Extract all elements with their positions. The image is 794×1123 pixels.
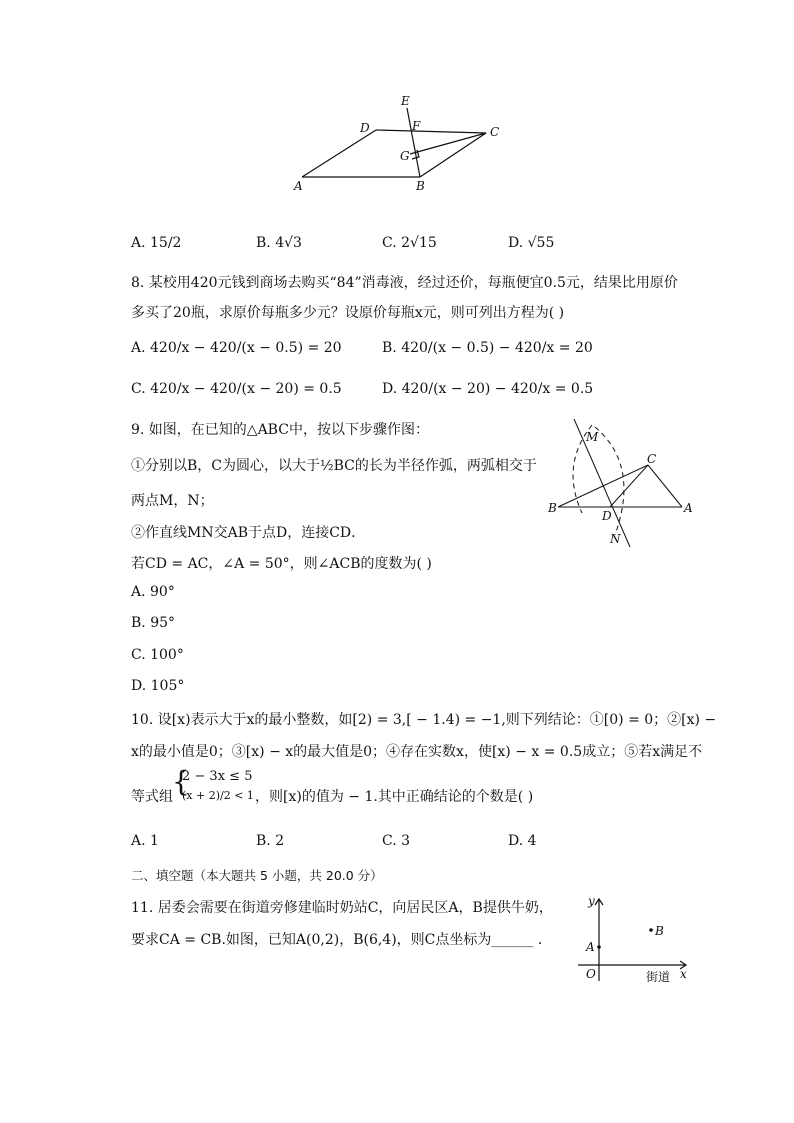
q8-option-a: A. 420/x − 420/(x − 0.5) = 20	[131, 340, 342, 356]
q11-label-b: B	[655, 924, 664, 938]
q9-label-d: D	[602, 509, 612, 523]
q10-system-bottom: (x + 2)/2 < 1	[182, 789, 254, 802]
q11-label-x: x	[680, 967, 687, 981]
q10-stem-line1: 10. 设[x)表示大于x的最小整数，如[2) = 3,[ − 1.4) = −1,则下列结论：①[0) = 0；②[x) −	[131, 712, 717, 728]
q7-label-a: A	[294, 179, 303, 193]
q7-option-c: C. 2√15	[382, 235, 437, 251]
q7-label-e: E	[401, 94, 410, 108]
q8-option-c: C. 420/x − 420/(x − 20) = 0.5	[131, 381, 342, 397]
q9-figure	[540, 415, 700, 550]
q9-stem-line3: 两点M，N；	[131, 493, 214, 509]
q9-option-d: D. 105°	[131, 678, 185, 694]
q8-option-b: B. 420/(x − 0.5) − 420/x = 20	[382, 340, 593, 356]
q10-stem-line3	[131, 786, 173, 806]
q9-stem-line5: 若CD = AC，∠A = 50°，则∠ACB的度数为( )	[131, 556, 432, 572]
q7-option-a: A. 15/2	[131, 235, 182, 251]
q8-stem-line2: 多买了20瓶，求原价每瓶多少元？设原价每瓶x元，则可列出方程为( )	[131, 305, 565, 321]
q7-option-d: D. √55	[508, 235, 555, 251]
q10-system-top: 2 − 3x ≤ 5	[182, 769, 253, 784]
q11-label-y: y	[588, 894, 595, 908]
q10-option-c: C. 3	[382, 833, 411, 849]
q8-option-d: D. 420/(x − 20) − 420/x = 0.5	[382, 381, 594, 397]
q9-option-b: B. 95°	[131, 615, 176, 631]
q7-figure	[290, 92, 510, 194]
q9-label-c: C	[647, 452, 657, 466]
q11-figure	[574, 893, 694, 985]
q9-label-a: A	[684, 501, 693, 515]
q11-stem-line2: 要求CA = CB.如图，已知A(0,2)，B(6,4)，则C点坐标为______ .	[131, 932, 543, 948]
q7-label-g: G	[400, 149, 410, 163]
q7-label-d: D	[360, 121, 370, 135]
q11-label-street: 街道	[646, 970, 671, 984]
q9-option-c: C. 100°	[131, 647, 184, 663]
q7-label-c: C	[490, 125, 500, 139]
q9-stem-line4: ②作直线MN交AB于点D，连接CD．	[131, 525, 366, 541]
q9-stem-line1: 9. 如图，在已知的△ABC中，按以下步骤作图：	[131, 422, 429, 438]
q11-label-a: A	[586, 940, 595, 954]
q11-stem-line1: 11. 居委会需要在街道旁修建临时奶站C，向居民区A，B提供牛奶，	[131, 900, 553, 916]
q9-stem-line2: ①分别以B，C为圆心，以大于½BC的长为半径作弧，两弧相交于	[131, 458, 537, 474]
q10-line3-pre: 等式组	[131, 789, 173, 805]
q10-option-b: B. 2	[256, 833, 285, 849]
q9-label-m: M	[586, 430, 599, 444]
q10-line3-post: ，则[x)的值为 − 1.其中正确结论的个数是( )	[255, 789, 534, 805]
q9-label-b: B	[548, 501, 557, 515]
q11-label-o: O	[586, 967, 596, 981]
q9-label-n: N	[610, 532, 621, 546]
q7-label-b: B	[416, 179, 425, 193]
q9-option-a: A. 90°	[131, 584, 175, 600]
q10-stem-line2: x的最小值是0；③[x) − x的最大值是0；④存在实数x，使[x) − x = 0.5成立；⑤若x满足不	[131, 744, 703, 760]
q7-option-b: B. 4√3	[256, 235, 302, 251]
q10-brace: {	[172, 765, 190, 798]
section-heading: 二、填空题（本大题共 5 小题，共 20.0 分）	[131, 868, 383, 883]
q10-option-d: D. 4	[508, 833, 537, 849]
q7-label-f: F	[412, 119, 421, 133]
q10-option-a: A. 1	[131, 833, 159, 849]
q8-stem-line1: 8. 某校用420元钱到商场去购买“84”消毒液，经过还价，每瓶便宜0.5元，结果比用原价	[131, 275, 678, 291]
